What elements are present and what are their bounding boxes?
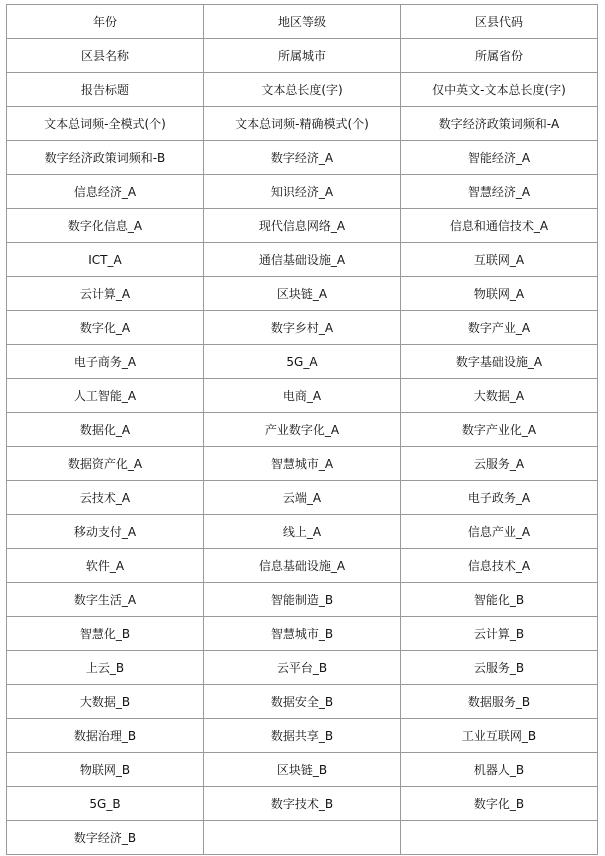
- table-row: [7, 753, 598, 787]
- table-cell: 线上_A: [204, 515, 401, 549]
- table-row: [7, 515, 598, 549]
- table-cell: 信息基础设施_A: [204, 549, 401, 583]
- table-row: [7, 311, 598, 345]
- table-cell: 云服务_B: [401, 651, 598, 685]
- table-row: [7, 39, 598, 73]
- table-cell: 智慧化_B: [7, 617, 204, 651]
- field-list-table-container: [6, 4, 597, 855]
- table-cell: 数字经济_A: [204, 141, 401, 175]
- table-cell: 所属省份: [401, 39, 598, 73]
- table-row: [7, 345, 598, 379]
- table-row: [7, 685, 598, 719]
- table-cell: 人工智能_A: [7, 379, 204, 413]
- table-cell: 数据服务_B: [401, 685, 598, 719]
- table-cell: 数字化_A: [7, 311, 204, 345]
- table-cell: [204, 821, 401, 855]
- table-cell: 区块链_A: [204, 277, 401, 311]
- table-cell: 数据化_A: [7, 413, 204, 447]
- table-cell: 通信基础设施_A: [204, 243, 401, 277]
- table-row: [7, 481, 598, 515]
- table-row: [7, 175, 598, 209]
- table-cell: 云计算_B: [401, 617, 598, 651]
- table-cell: 5G_B: [7, 787, 204, 821]
- table-cell: 物联网_B: [7, 753, 204, 787]
- table-row: [7, 583, 598, 617]
- table-cell: 云计算_A: [7, 277, 204, 311]
- table-row: [7, 141, 598, 175]
- table-cell: 信息和通信技术_A: [401, 209, 598, 243]
- table-cell: 5G_A: [204, 345, 401, 379]
- table-cell: 文本总长度(字): [204, 73, 401, 107]
- table-cell: 移动支付_A: [7, 515, 204, 549]
- table-row: [7, 413, 598, 447]
- table-cell: 知识经济_A: [204, 175, 401, 209]
- field-list-table-body: [7, 5, 598, 855]
- table-row: [7, 379, 598, 413]
- table-row: [7, 787, 598, 821]
- table-cell: 数字乡村_A: [204, 311, 401, 345]
- table-cell: ICT_A: [7, 243, 204, 277]
- table-row: [7, 651, 598, 685]
- table-row: [7, 107, 598, 141]
- table-cell: 数字化信息_A: [7, 209, 204, 243]
- table-row: [7, 821, 598, 855]
- table-cell: 工业互联网_B: [401, 719, 598, 753]
- table-cell: 云服务_A: [401, 447, 598, 481]
- table-cell: 智能经济_A: [401, 141, 598, 175]
- table-cell: 信息技术_A: [401, 549, 598, 583]
- table-cell: 地区等级: [204, 5, 401, 39]
- table-cell: 产业数字化_A: [204, 413, 401, 447]
- table-cell: 智慧经济_A: [401, 175, 598, 209]
- table-row: [7, 617, 598, 651]
- table-cell: 数字化_B: [401, 787, 598, 821]
- table-cell: 文本总词频-全模式(个): [7, 107, 204, 141]
- table-cell: 数字产业_A: [401, 311, 598, 345]
- table-cell: 数据安全_B: [204, 685, 401, 719]
- table-cell: 数字经济政策词频和-B: [7, 141, 204, 175]
- table-cell: 信息产业_A: [401, 515, 598, 549]
- table-cell: 数字产业化_A: [401, 413, 598, 447]
- table-cell: 区块链_B: [204, 753, 401, 787]
- table-cell: 所属城市: [204, 39, 401, 73]
- table-cell: 年份: [7, 5, 204, 39]
- table-cell: [401, 821, 598, 855]
- table-cell: 物联网_A: [401, 277, 598, 311]
- table-row: [7, 243, 598, 277]
- table-cell: 智慧城市_B: [204, 617, 401, 651]
- table-cell: 数字基础设施_A: [401, 345, 598, 379]
- table-cell: 数字生活_A: [7, 583, 204, 617]
- table-cell: 智慧城市_A: [204, 447, 401, 481]
- table-row: [7, 447, 598, 481]
- table-cell: 数据资产化_A: [7, 447, 204, 481]
- table-cell: 上云_B: [7, 651, 204, 685]
- field-list-table: [6, 4, 598, 855]
- table-cell: 数据共享_B: [204, 719, 401, 753]
- table-row: [7, 209, 598, 243]
- table-cell: 机器人_B: [401, 753, 598, 787]
- table-cell: 数字经济_B: [7, 821, 204, 855]
- table-cell: 信息经济_A: [7, 175, 204, 209]
- table-cell: 区县名称: [7, 39, 204, 73]
- table-cell: 智能制造_B: [204, 583, 401, 617]
- table-cell: 数字经济政策词频和-A: [401, 107, 598, 141]
- table-cell: 现代信息网络_A: [204, 209, 401, 243]
- table-row: [7, 5, 598, 39]
- table-row: [7, 73, 598, 107]
- table-cell: 互联网_A: [401, 243, 598, 277]
- table-cell: 数字技术_B: [204, 787, 401, 821]
- table-row: [7, 277, 598, 311]
- table-cell: 仅中英文-文本总长度(字): [401, 73, 598, 107]
- table-cell: 报告标题: [7, 73, 204, 107]
- table-row: [7, 719, 598, 753]
- table-cell: 云平台_B: [204, 651, 401, 685]
- table-cell: 文本总词频-精确模式(个): [204, 107, 401, 141]
- table-cell: 大数据_A: [401, 379, 598, 413]
- table-cell: 电子政务_A: [401, 481, 598, 515]
- table-cell: 区县代码: [401, 5, 598, 39]
- table-cell: 软件_A: [7, 549, 204, 583]
- table-cell: 云端_A: [204, 481, 401, 515]
- table-cell: 智能化_B: [401, 583, 598, 617]
- table-cell: 数据治理_B: [7, 719, 204, 753]
- table-row: [7, 549, 598, 583]
- table-cell: 电商_A: [204, 379, 401, 413]
- table-cell: 云技术_A: [7, 481, 204, 515]
- table-cell: 电子商务_A: [7, 345, 204, 379]
- table-cell: 大数据_B: [7, 685, 204, 719]
